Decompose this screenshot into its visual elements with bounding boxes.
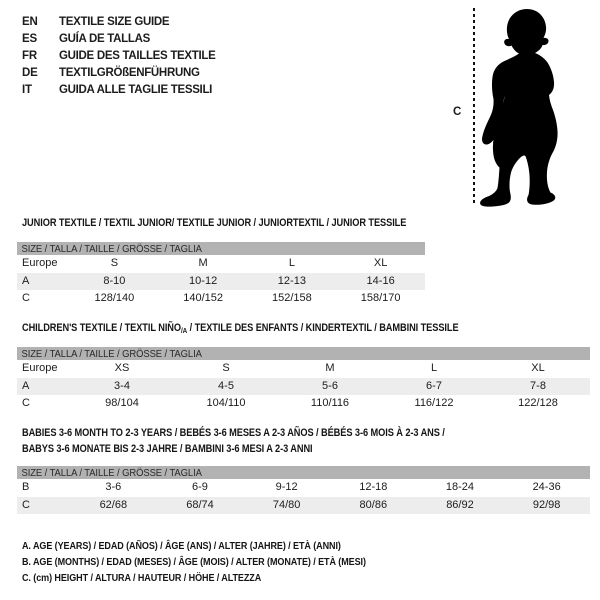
value-cell: 86/92 bbox=[446, 498, 474, 511]
row-label-cell: C bbox=[22, 498, 30, 511]
children-section-heading bbox=[22, 320, 459, 339]
value-cell: 152/158 bbox=[271, 292, 312, 305]
row-label-cell: A bbox=[22, 274, 30, 287]
language-code: ES bbox=[22, 32, 37, 45]
value-cell: XL bbox=[531, 362, 545, 375]
value-cell: 104/110 bbox=[206, 397, 246, 410]
value-cell: 68/74 bbox=[186, 498, 214, 511]
guide-title-es: GUÍA DE TALLAS bbox=[59, 32, 150, 45]
table-row bbox=[17, 290, 425, 308]
language-code: EN bbox=[22, 15, 38, 28]
value-cell: 110/116 bbox=[310, 397, 350, 410]
table-row bbox=[17, 479, 590, 497]
table-row bbox=[17, 378, 590, 396]
value-cell: 3-6 bbox=[105, 481, 122, 494]
guide-title-it: GUIDA ALLE TAGLIE TESSILI bbox=[59, 83, 213, 96]
junior-section-heading bbox=[22, 215, 406, 231]
table-row bbox=[17, 360, 590, 378]
value-cell: 12-13 bbox=[277, 274, 306, 287]
value-cell: 5-6 bbox=[322, 379, 338, 392]
language-row-en bbox=[22, 13, 216, 30]
value-cell: 6-9 bbox=[192, 481, 208, 494]
guide-title-de: TEXTILGRÖßENFÜHRUNG bbox=[59, 66, 200, 79]
value-cell: L bbox=[288, 257, 295, 270]
value-cell: 4-5 bbox=[218, 379, 234, 392]
value-cell: 24-36 bbox=[532, 481, 561, 494]
size-header-bar bbox=[17, 242, 425, 255]
size-header-label: SIZE / TALLA / TAILLE / GRÖSSE / TAGLIA bbox=[21, 242, 202, 255]
table-row bbox=[17, 497, 590, 515]
value-cell: 140/152 bbox=[183, 292, 223, 305]
value-cell: 80/86 bbox=[359, 498, 388, 511]
value-cell: L bbox=[430, 362, 438, 375]
value-cell: M bbox=[325, 362, 335, 375]
value-cell: 62/68 bbox=[99, 498, 128, 511]
guide-title-en: TEXTILE SIZE GUIDE bbox=[59, 15, 170, 28]
value-cell: 7-8 bbox=[530, 379, 546, 392]
language-code: DE bbox=[22, 66, 38, 79]
babies-size-table bbox=[17, 466, 590, 514]
value-cell: 122/128 bbox=[518, 397, 558, 410]
value-cell: XS bbox=[114, 362, 130, 375]
language-row-it bbox=[22, 81, 216, 98]
value-cell: 10-12 bbox=[189, 274, 218, 287]
value-cell: 74/80 bbox=[272, 498, 301, 511]
baby-silhouette-icon bbox=[470, 0, 600, 215]
size-header-label: SIZE / TALLA / TAILLE / GRÖSSE / TAGLIA bbox=[21, 347, 202, 360]
babies-section-heading bbox=[22, 425, 445, 457]
babies-heading-line2: BABYS 3-6 MONATE BIS 2-3 JAHRE / BAMBINI 3-6 MESI A 2-3 ANNI bbox=[22, 443, 313, 455]
value-cell: 158/170 bbox=[360, 292, 401, 305]
value-cell: 8-10 bbox=[103, 274, 126, 287]
value-cell: S bbox=[110, 257, 119, 270]
table-row bbox=[17, 255, 425, 273]
value-cell: 128/140 bbox=[94, 292, 135, 305]
value-cell: M bbox=[198, 257, 208, 270]
language-row-fr bbox=[22, 47, 216, 64]
row-label-cell: A bbox=[22, 379, 30, 392]
children-heading-prefix: CHILDREN'S TEXTILE / TEXTIL NIÑO bbox=[22, 322, 181, 334]
value-cell: 9-12 bbox=[275, 481, 298, 494]
value-cell: XL bbox=[373, 257, 388, 270]
junior-size-table bbox=[17, 242, 425, 308]
junior-heading-text: JUNIOR TEXTILE / TEXTIL JUNIOR/ TEXTILE JUNIOR / JUNIORTEXTIL / JUNIOR TESSILE bbox=[22, 217, 407, 229]
language-title-list bbox=[22, 13, 216, 98]
size-header-bar bbox=[17, 466, 590, 479]
value-cell: 12-18 bbox=[359, 481, 388, 494]
language-row-es bbox=[22, 30, 216, 47]
table-row bbox=[17, 395, 590, 413]
language-row-de bbox=[22, 64, 216, 81]
footnote-a: A. AGE (YEARS) / EDAD (AÑOS) / ÂGE (ANS) / ALTER (JAHRE) / ETÀ (ANNI) bbox=[22, 540, 341, 552]
value-cell: 116/122 bbox=[414, 397, 454, 410]
size-header-label: SIZE / TALLA / TAILLE / GRÖSSE / TAGLIA bbox=[21, 466, 202, 479]
value-cell: 14-16 bbox=[366, 274, 395, 287]
value-cell: S bbox=[222, 362, 230, 375]
language-code: FR bbox=[22, 49, 37, 62]
value-cell: 18-24 bbox=[445, 481, 475, 494]
row-label-cell: C bbox=[22, 397, 30, 410]
height-measure-label: C bbox=[453, 106, 462, 118]
size-header-bar bbox=[17, 347, 590, 360]
footnote-b: B. AGE (MONTHS) / EDAD (MESES) / ÂGE (MOIS) / ALTER (MONATE) / ETÀ (MESI) bbox=[22, 556, 366, 568]
row-label-cell: C bbox=[22, 292, 30, 305]
footnote-legend bbox=[22, 538, 422, 586]
value-cell: 92/98 bbox=[532, 498, 561, 511]
footnote-c: C. (cm) HEIGHT / ALTURA / HAUTEUR / HÖHE / ALTEZZA bbox=[22, 572, 262, 584]
value-cell: 98/104 bbox=[105, 397, 139, 410]
language-code: IT bbox=[22, 83, 32, 96]
value-cell: 6-7 bbox=[426, 379, 442, 392]
table-row bbox=[17, 273, 425, 291]
row-label-cell: B bbox=[22, 481, 30, 494]
children-heading-subscript: /A bbox=[180, 326, 188, 335]
children-size-table bbox=[17, 347, 590, 413]
babies-heading-line1: BABIES 3-6 MONTH TO 2-3 YEARS / BEBÉS 3-6 MESES A 2-3 AÑOS / BÉBÉS 3-6 MOIS À 2-3 ANS / bbox=[22, 427, 445, 439]
row-label-cell: Europe bbox=[22, 257, 58, 270]
guide-title-fr: GUIDE DES TAILLES TEXTILE bbox=[59, 49, 216, 62]
value-cell: 3-4 bbox=[114, 379, 130, 392]
row-label-cell: Europe bbox=[22, 362, 58, 375]
children-heading-suffix: / TEXTILE DES ENFANTS / KINDERTEXTIL / BAMBINI TESSILE bbox=[187, 322, 459, 334]
